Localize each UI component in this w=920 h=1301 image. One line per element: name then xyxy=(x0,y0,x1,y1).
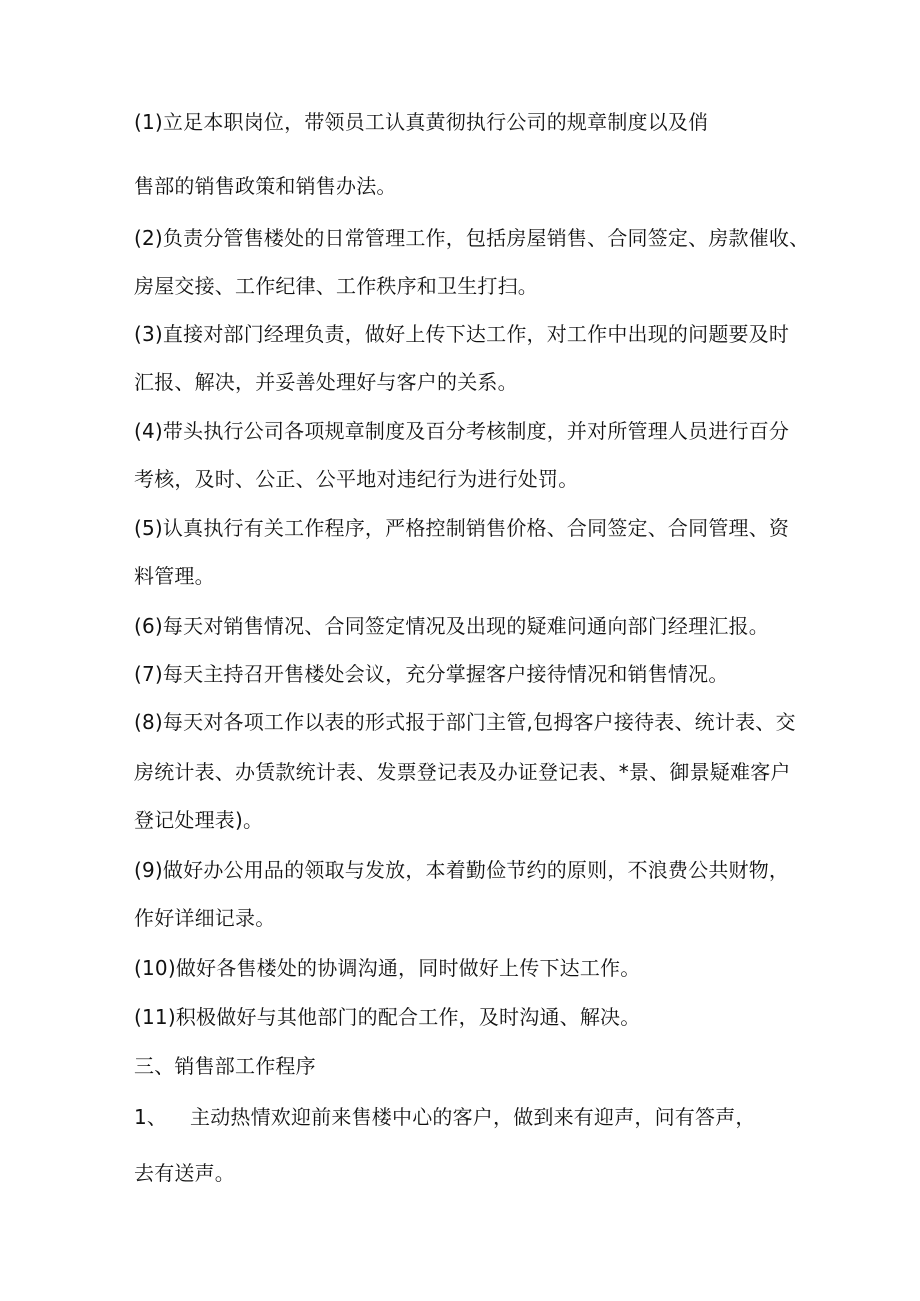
duty-1-line-1: (1)立足本职岗位，带领员工认真黄彻执行公司的规章制度以及俏 xyxy=(134,110,709,134)
duty-9-line-1: (9)做好办公用品的领取与发放，本着勤俭节约的原则，不浪费公共财物， xyxy=(134,858,790,882)
duty-7-line-1: (7)每天主持召开售楼处会议，充分掌握客户接待情况和销售情况。 xyxy=(134,662,729,686)
procedure-1-line-1 xyxy=(134,1105,756,1129)
duty-5-line-2: 料管理。 xyxy=(134,564,215,588)
procedure-1-line-2: 去有送声。 xyxy=(134,1161,235,1185)
duty-11-line-1: (11)积极做好与其他部门的配合工作，及时沟通、解决。 xyxy=(134,1005,641,1029)
duty-6-line-1: (6)每天对销售情况、合同签定情况及出现的疑难问通向部门经理汇报。 xyxy=(134,614,769,638)
duty-4-line-2: 考核，及时、公正、公平地对违纪行为进行处罚。 xyxy=(134,467,579,491)
procedure-text: 主动热情欢迎前来售楼中心的客户，做到来有迎声，问有答声， xyxy=(190,1105,756,1129)
procedure-number: 1、 xyxy=(134,1105,168,1129)
duty-2-line-1: (2)负责分管售楼处的日常管理工作，包括房屋销售、合同签定、房款催收、 xyxy=(134,226,810,250)
duty-4-line-1: (4)带头执行公司各项规章制度及百分考核制度，并对所管理人员进行百分 xyxy=(134,419,790,443)
duty-8-line-1: (8)每天对各项工作以表的形式报于部门主管,包拇客户接待表、统计表、交 xyxy=(134,710,796,734)
duty-9-line-2: 作好详细记录。 xyxy=(134,906,276,930)
duty-10-line-1: (10)做好各售楼处的协调沟通，同时做好上传下达工作。 xyxy=(134,956,641,980)
duty-3-line-1: (3)直接对部门经理负责，做好上传下达工作，对工作中出现的问题要及时 xyxy=(134,322,790,346)
duty-1-line-2: 售部的销售政策和销售办法。 xyxy=(134,174,397,198)
duty-8-line-3: 登记处理表)。 xyxy=(134,808,264,832)
duty-8-line-2: 房统计表、办赁款统计表、发票登记表及办证登记表、*景、御景疑难客户 xyxy=(134,760,791,784)
duty-5-line-1: (5)认真执行有关工作程序，严格控制销售价格、合同签定、合同管理、资 xyxy=(134,516,790,540)
section-heading: 三、销售部工作程序 xyxy=(134,1054,316,1078)
duty-2-line-2: 房屋交接、工作纪律、工作秩序和卫生打扫。 xyxy=(134,274,538,298)
duty-3-line-2: 汇报、解决，并妥善处理好与客户的关系。 xyxy=(134,370,518,394)
